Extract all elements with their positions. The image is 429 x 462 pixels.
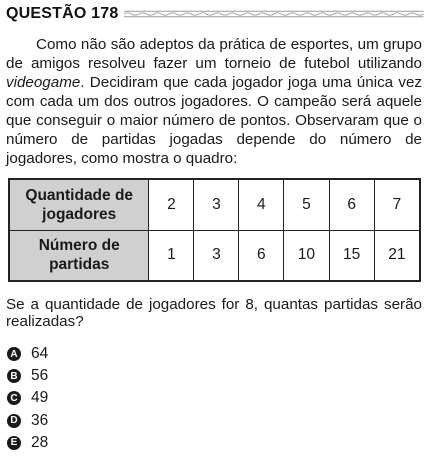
table-cell: 1: [149, 230, 194, 281]
stem-text-part1: Como não são adeptos da prática de esportes, um grupo de amigos resolveu fazer um torneio de futebol utilizando: [6, 36, 422, 72]
data-table: [8, 178, 421, 282]
option-text: 64: [31, 345, 49, 363]
option-c[interactable]: [7, 387, 48, 409]
option-e[interactable]: [7, 432, 48, 454]
table-cell: 3: [194, 179, 239, 230]
question-stem: [6, 35, 422, 168]
table-cell: 15: [329, 230, 374, 281]
row-header-matches: Número de partidas: [9, 230, 149, 281]
table-cell: 6: [329, 179, 374, 230]
option-letter-badge: C: [7, 391, 21, 405]
table-cell: 21: [374, 230, 420, 281]
title-wave-rule: [124, 10, 424, 18]
row-header-players: Quantidade de jogadores: [9, 179, 149, 230]
option-letter-badge: D: [7, 414, 21, 428]
table-cell: 3: [194, 230, 239, 281]
option-text: 49: [31, 389, 49, 407]
question-header: [6, 4, 424, 24]
stem-paragraph: [6, 35, 422, 168]
table-cell: 7: [374, 179, 420, 230]
table-cell: 5: [284, 179, 329, 230]
table-row-matches: [9, 230, 420, 281]
option-a[interactable]: [7, 343, 48, 365]
table-cell: 6: [239, 230, 284, 281]
table-cell: 10: [284, 230, 329, 281]
option-letter-badge: E: [7, 436, 21, 450]
option-text: 28: [31, 433, 49, 451]
table-row-players: [9, 179, 420, 230]
option-b[interactable]: [7, 365, 48, 387]
option-text: 36: [31, 411, 49, 429]
answer-options: [7, 343, 48, 454]
option-letter-badge: B: [7, 369, 21, 383]
table-cell: 2: [149, 179, 194, 230]
table-cell: 4: [239, 179, 284, 230]
question-prompt: Se a quantidade de jogadores for 8, quantas partidas serão realizadas?: [6, 296, 422, 330]
option-text: 56: [31, 367, 49, 385]
stem-italic-term: videogame: [6, 74, 81, 91]
stem-text-part2: . Decidiram que cada jogador joga uma única vez com cada um dos outros jogadores. O campeão será aquele que conseguir o maior número de pontos. Observaram que o número de partidas jogadas depende do número de jogadores, como mostra o quadro:: [6, 74, 422, 167]
option-d[interactable]: [7, 410, 48, 432]
option-letter-badge: A: [7, 347, 21, 361]
question-title: QUESTÃO 178: [6, 5, 119, 22]
